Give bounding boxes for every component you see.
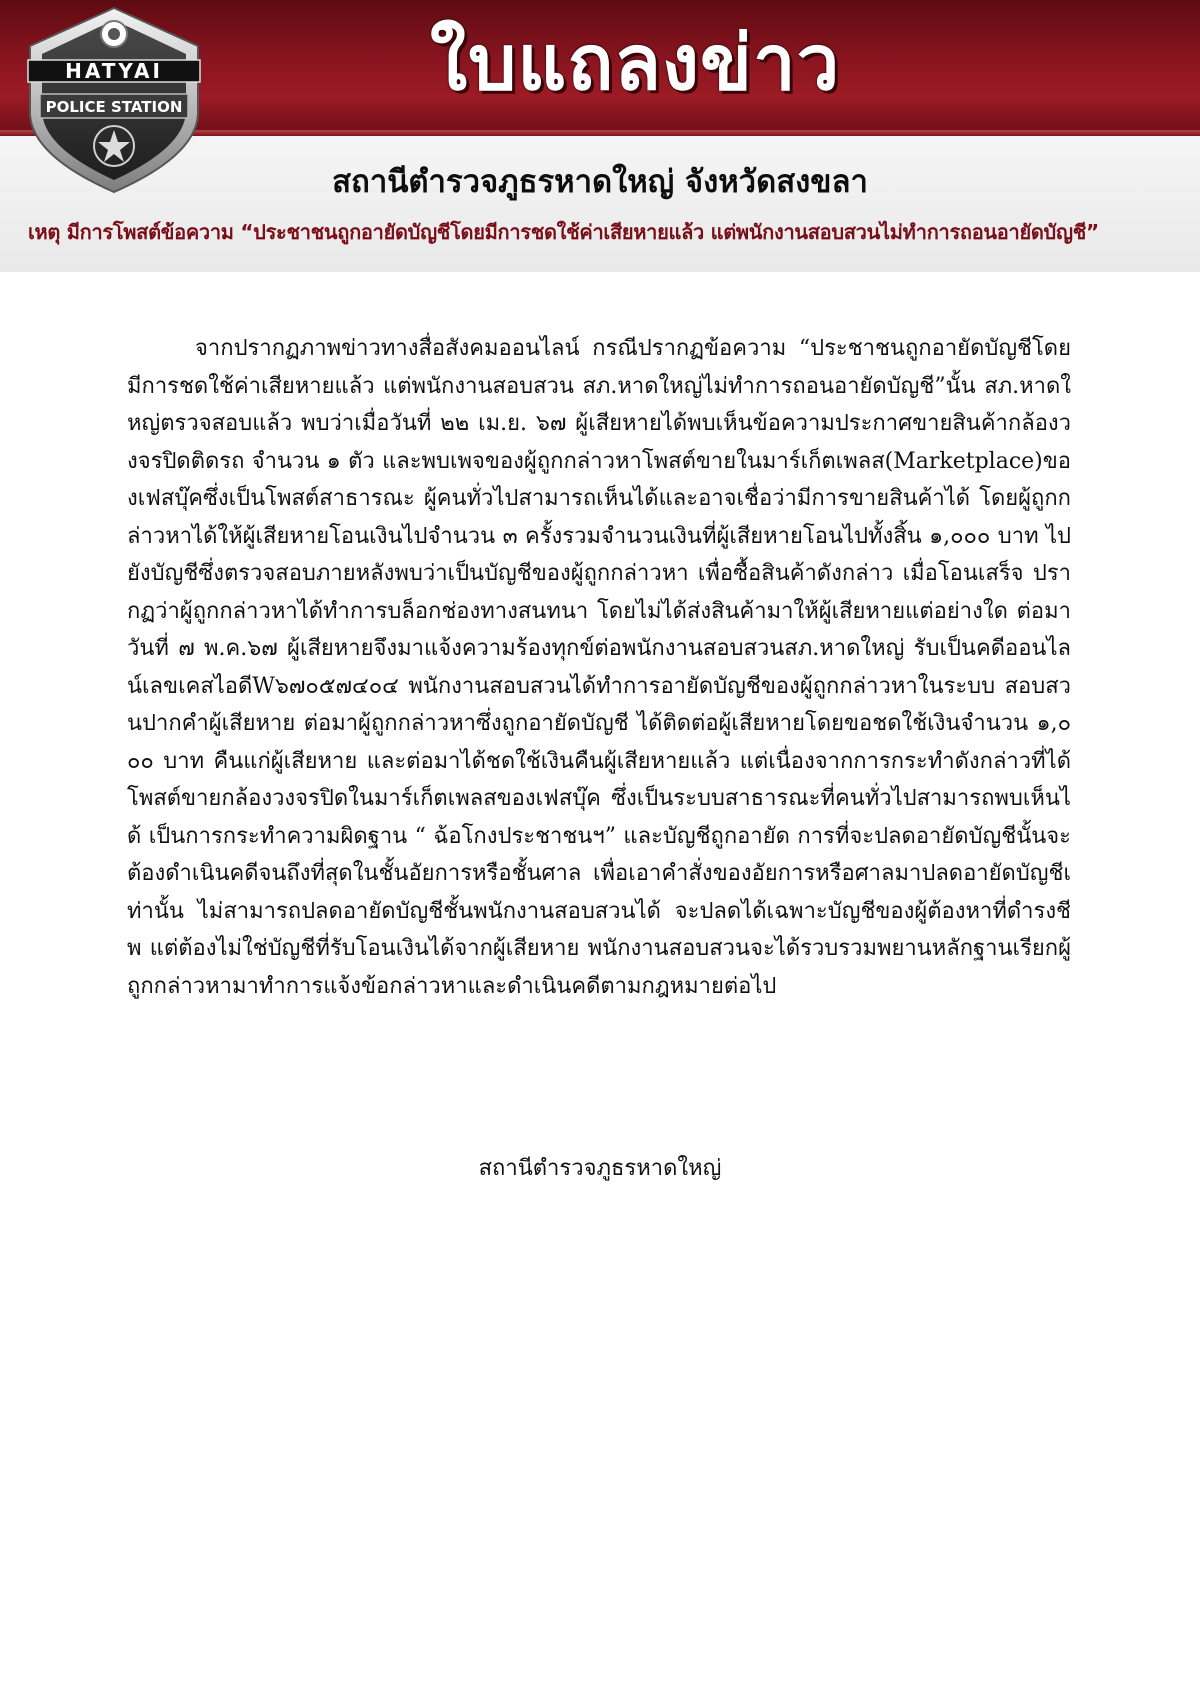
logo-bottom-text: POLICE STATION [45,98,183,116]
subject-line: เหตุ มีการโพสต์ข้อความ “ประชาชนถูกอายัดบัญชีโดยมีการชดใช้ค่าเสียหายแล้ว แต่พนักงานสอบสวนไม่ทำการถอนอายัดบัญชี” [28,220,1099,244]
body-paragraph: จากปรากฏภาพข่าวทางสื่อสังคมออนไลน์ กรณีปรากฏข้อความ “ประชาชนถูกอายัดบัญชีโดยมีการชดใช้ค่าเสียหายแล้ว แต่พนักงานสอบสวน สภ.หาดใหญ่ไม่ทำการถอนอายัดบัญชี”นั้น สภ.หาดใหญ่ตรวจสอบแล้ว พบว่าเมื่อวันที่ ๒๒ เม.ย. ๖๗ ผู้เสียหายได้พบเห็นข้อความประกาศขายสินค้ากล้องวงจรปิดติดรถ จำนวน ๑ ตัว และพบเพจของผู้ถูกกล่าวหาโพสต์ขายในมาร์เก็ตเพลส(Marketplace)ของเฟสบุ๊คซึ่งเป็นโพสต์สาธารณะ ผู้คนทั่วไปสามารถเห็นได้และอาจเชื่อว่ามีการขายสินค้าได้ โดยผู้ถูกกล่าวหาได้ให้ผู้เสียหายโอนเงินไปจำนวน ๓ ครั้งรวมจำนวนเงินที่ผู้เสียหายโอนไปทั้งสิ้น ๑,๐๐๐ บาท ไปยังบัญชีซึ่งตรวจสอบภายหลังพบว่าเป็นบัญชีของผู้ถูกกล่าวหา เพื่อซื้อสินค้าดังกล่าว เมื่อโอนเสร็จ ปรากฏว่าผู้ถูกกล่าวหาได้ทำการบล็อกช่องทางสนทนา โดยไม่ได้ส่งสินค้ามาให้ผู้เสียหายแต่อย่างใด ต่อมาวันที่ ๗ พ.ค.๖๗ ผู้เสียหายจึงมาแจ้งความร้องทุกข์ต่อพนักงานสอบสวนสภ.หาดใหญ่ รับเป็นคดีออนไลน์เลขเคสไอดีW๖๗๐๕๗๔๐๔ พนักงานสอบสวนได้ทำการอายัดบัญชีของผู้ถูกกล่าวหาในระบบ สอบสวนปากคำผู้เสียหาย ต่อมาผู้ถูกกล่าวหาซึ่งถูกอายัดบัญชี ได้ติดต่อผู้เสียหายโดยขอชดใช้เงินจำนวน ๑,๐๐๐ บาท คืนแก่ผู้เสียหาย และต่อมาได้ชดใช้เงินคืนผู้เสียหายแล้ว แต่เนื่องจากการกระทำดังกล่าวที่ได้โพสต์ขายกล้องวงจรปิดในมาร์เก็ตเพลสของเฟสบุ๊ค ซึ่งเป็นระบบสาธารณะที่คนทั่วไปสามารถพบเห็นได้ เป็นการกระทำความผิดฐาน “ ฉ้อโกงประชาชนฯ” และบัญชีถูกอายัด การที่จะปลดอายัดบัญชีนั้นจะต้องดำเนินคดีจนถึงที่สุดในชั้นอัยการหรือชั้นศาล เพื่อเอาคำสั่งของอัยการหรือศาลมาปลดอายัดบัญชีเท่านั้น ไม่สามารถปลดอายัดบัญชีชั้นพนักงานสอบสวนได้ จะปลดได้เฉพาะบัญชีของผู้ต้องหาที่ดำรงชีพ แต่ต้องไม่ใช่บัญชีที่รับโอนเงินได้จากผู้เสียหาย พนักงานสอบสวนจะได้รวบรวมพยานหลักฐานเรียกผู้ถูกกล่าวหามาทำการแจ้งข้อกล่าวหาและดำเนินคดีตามกฎหมายต่อไป [127,336,1071,999]
signature: สถานีตำรวจภูธรหาดใหญ่ [478,1156,722,1181]
banner-title: ใบแถลงข่าว [430,18,841,107]
press-release-body [127,330,1071,1005]
logo-top-text: HATYAI [65,59,163,83]
station-title: สถานีตำรวจภูธรหาดใหญ่ จังหวัดสงขลา [332,164,868,200]
